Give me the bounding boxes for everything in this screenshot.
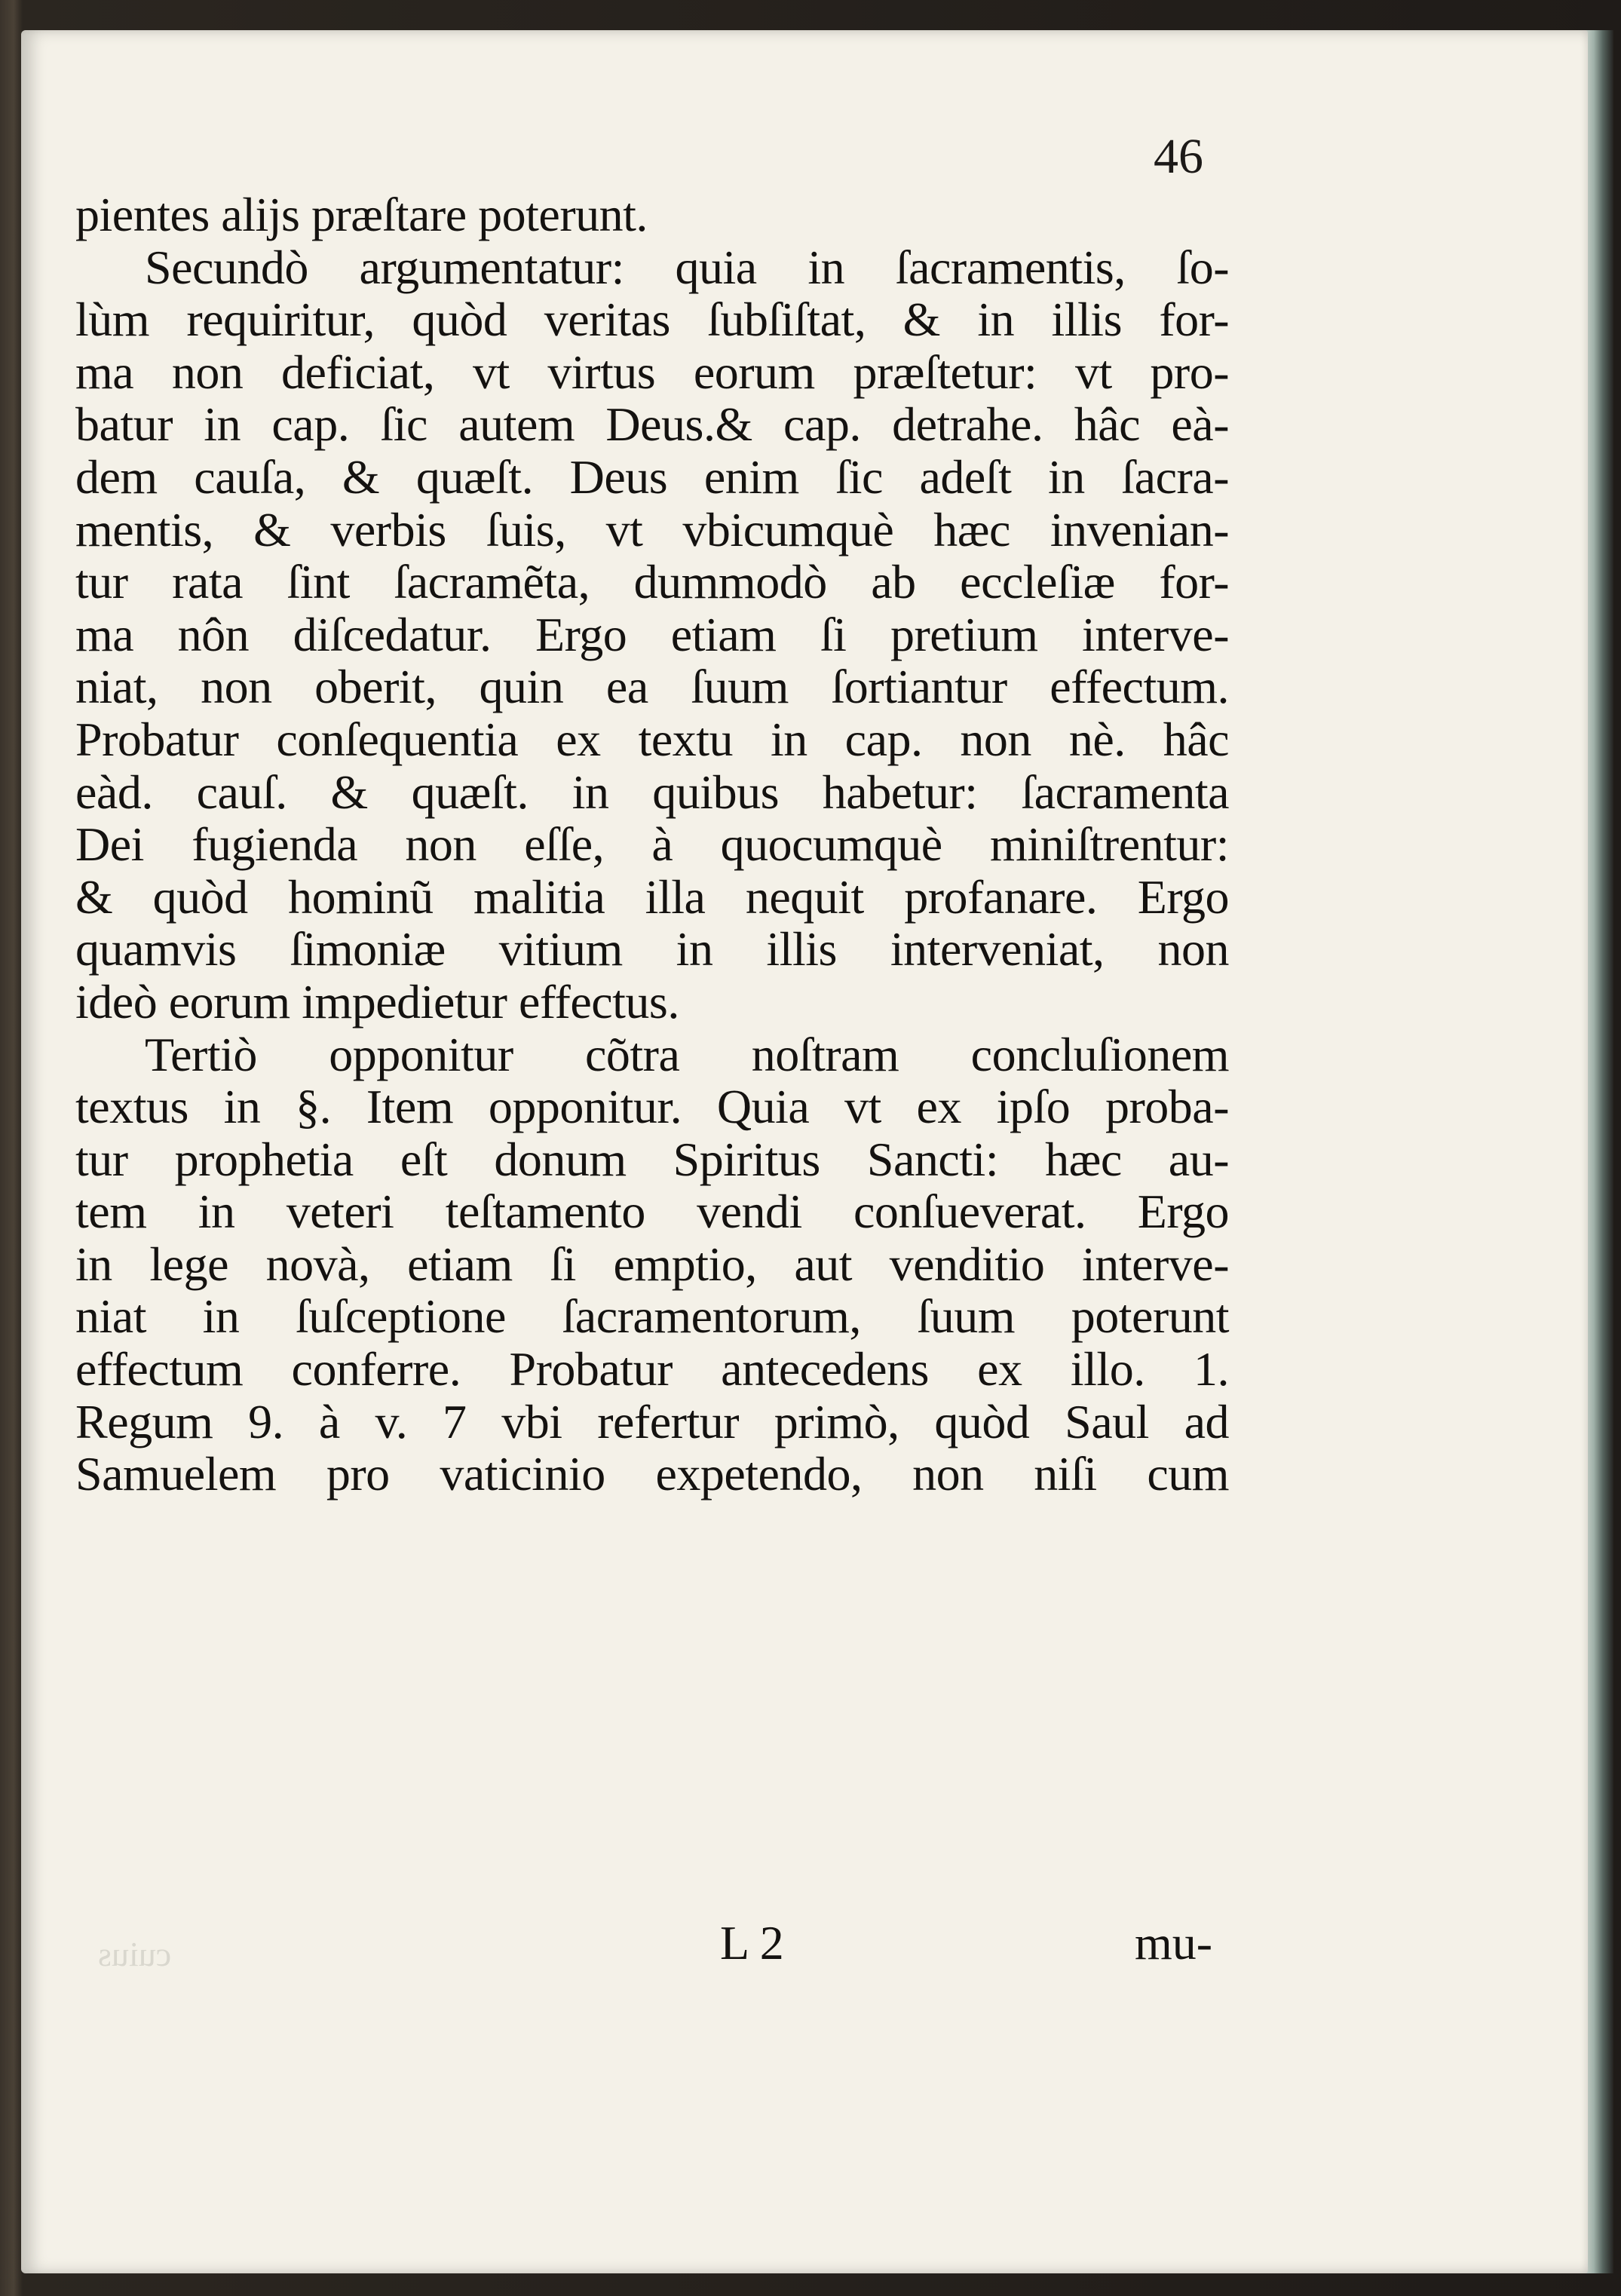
text-line: & quòd hominũ malitia illa nequit profanare. Ergo [75,869,1229,924]
text-line: tur rata ſint ſacramẽta, dummodò ab eccleſiæ for- [75,555,1229,609]
catchword: mu- [1135,1916,1213,1970]
text-line: ma non deficiat, vt virtus eorum præſtetur: vt pro- [75,345,1229,399]
book-edge [1583,30,1613,2273]
text-line: mentis, & verbis ſuis, vt vbicumquè hæc invenian- [75,502,1229,556]
text-line: ideò eorum impedietur effectus. [75,974,679,1028]
text-line: in lege novà, etiam ſi emptio, aut venditio interve- [75,1237,1229,1291]
text-line: effectum conferre. Probatur antecedens ex illo. 1. [75,1342,1229,1396]
text-line: pientes alijs præſtare poterunt. [75,188,648,241]
text-line: niat, non oberit, quin ea ſuum ſortiantur effectum. [75,660,1229,714]
text-line: eàd. cauſ. & quæſt. in quibus habetur: ſacramenta [75,765,1229,819]
text-line: quamvis ſimoniæ vitium in illis interveniat, non [75,922,1229,976]
text-line: tur prophetia eſt donum Spiritus Sancti: hæc au- [75,1132,1229,1186]
text-line: Dei fugienda non eſſe, à quocumquè miniſtrentur: [75,817,1229,872]
text-line: dem cauſa, & quæſt. Deus enim ſic adeſt in ſacra- [75,449,1229,504]
page-number: 46 [1154,129,1203,184]
text-line: Tertiò opponitur cõtra noſtram concluſionem [145,1027,1229,1081]
text-line: textus in §. Item opponitur. Quia vt ex ipſo proba- [75,1080,1229,1134]
text-line: batur in cap. ſic autem Deus.& cap. detrahe. hâc eà- [75,397,1229,452]
text-line: Samuelem pro vaticinio expetendo, non niſi cum [75,1447,1229,1501]
text-line: Secundò argumentatur: quia in ſacramentis, ſo- [145,240,1229,294]
text-line: ma nôn diſcedatur. Ergo etiam ſi pretium interve- [75,607,1229,661]
text-line: Regum 9. à v. 7 vbi refertur primò, quòd Saul ad [75,1394,1229,1448]
text-line: lùm requiritur, quòd veritas ſubſiſtat, & in illis for- [75,293,1229,347]
body-text [75,189,1229,1501]
text-line: niat in ſuſceptione ſacramentorum, ſuum poterunt [75,1289,1229,1344]
bleedthrough-text: cuius [98,1935,172,1973]
signature-mark: L 2 [720,1916,784,1970]
text-line: tem in veteri teſtamento vendi conſueverat. Ergo [75,1185,1229,1239]
text-line: Probatur conſequentia ex textu in cap. non nè. hâc [75,712,1229,766]
